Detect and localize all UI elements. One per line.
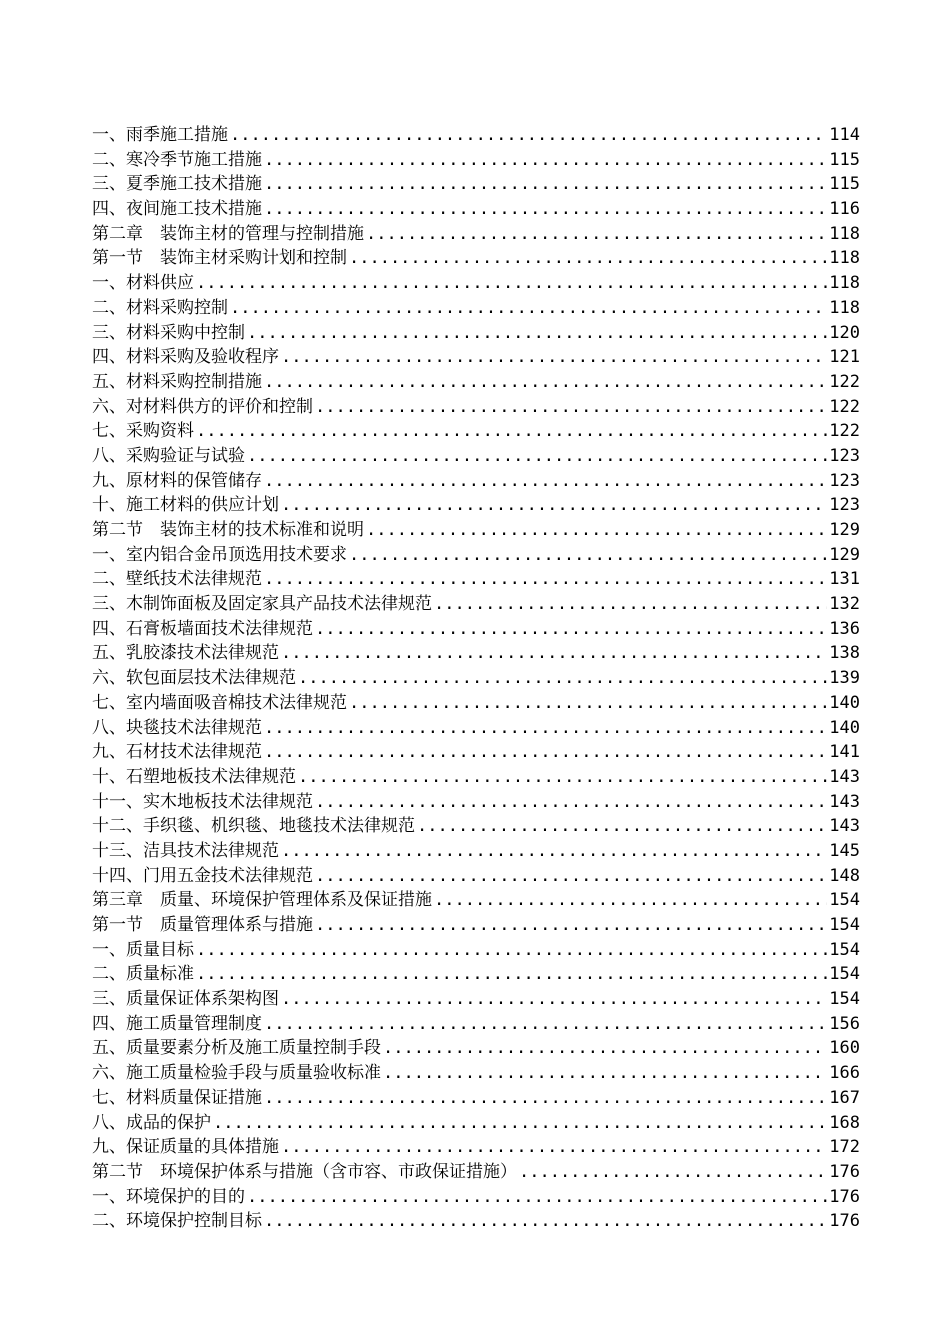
toc-entry-label: 一、环境保护的目的	[92, 1186, 245, 1207]
toc-entry[interactable]	[92, 1012, 860, 1037]
toc-entry[interactable]	[92, 592, 860, 617]
toc-entry[interactable]	[92, 148, 860, 173]
toc-leader-dots	[315, 790, 827, 815]
toc-entry[interactable]	[92, 345, 860, 370]
toc-leader-dots	[264, 567, 827, 592]
toc-leader-dots	[196, 962, 827, 987]
toc-entry-page-number: 143	[829, 766, 860, 787]
toc-entry-label: 九、保证质量的具体措施	[92, 1137, 279, 1158]
toc-leader-dots	[264, 148, 827, 173]
toc-entry-label: 第三章 质量、环境保护管理体系及保证措施	[92, 890, 432, 911]
toc-leader-dots	[434, 592, 827, 617]
toc-entry[interactable]	[92, 419, 860, 444]
toc-entry[interactable]	[92, 518, 860, 543]
toc-leader-dots	[247, 444, 827, 469]
toc-entry[interactable]	[92, 197, 860, 222]
toc-entry-page-number: 118	[829, 297, 860, 318]
toc-entry-label: 十一、实木地板技术法律规范	[92, 791, 313, 812]
toc-leader-dots	[315, 395, 827, 420]
toc-entry-label: 八、成品的保护	[92, 1112, 211, 1133]
toc-leader-dots	[281, 493, 827, 518]
toc-entry-page-number: 172	[829, 1137, 860, 1158]
toc-entry-page-number: 123	[829, 470, 860, 491]
toc-entry[interactable]	[92, 1111, 860, 1136]
toc-leader-dots	[264, 740, 827, 765]
toc-entry[interactable]	[92, 1160, 860, 1185]
toc-entry-label: 六、对材料供方的评价和控制	[92, 396, 313, 417]
toc-entry-page-number: 122	[829, 396, 860, 417]
toc-entry-page-number: 116	[829, 199, 860, 220]
toc-entry-page-number: 154	[829, 939, 860, 960]
toc-entry[interactable]	[92, 567, 860, 592]
toc-entry-page-number: 143	[829, 791, 860, 812]
toc-leader-dots	[417, 814, 827, 839]
toc-leader-dots	[281, 839, 827, 864]
toc-leader-dots	[366, 518, 827, 543]
toc-entry-label: 三、木制饰面板及固定家具产品技术法律规范	[92, 594, 432, 615]
toc-entry-page-number: 120	[829, 322, 860, 343]
toc-leader-dots	[298, 666, 827, 691]
toc-leader-dots	[196, 938, 827, 963]
toc-entry-label: 六、软包面层技术法律规范	[92, 668, 296, 689]
toc-entry-label: 二、材料采购控制	[92, 297, 228, 318]
toc-entry-page-number: 115	[829, 174, 860, 195]
toc-leader-dots	[264, 172, 827, 197]
toc-entry-page-number: 140	[829, 692, 860, 713]
toc-entry[interactable]	[92, 370, 860, 395]
toc-entry-label: 九、石材技术法律规范	[92, 742, 262, 763]
toc-entry-label: 七、室内墙面吸音棉技术法律规范	[92, 692, 347, 713]
toc-leader-dots	[281, 987, 827, 1012]
toc-entry-label: 二、壁纸技术法律规范	[92, 569, 262, 590]
toc-entry-page-number: 168	[829, 1112, 860, 1133]
toc-leader-dots	[264, 716, 827, 741]
toc-entry-label: 十、施工材料的供应计划	[92, 495, 279, 516]
toc-entry[interactable]	[92, 321, 860, 346]
toc-leader-dots	[230, 123, 827, 148]
toc-entry[interactable]	[92, 864, 860, 889]
toc-entry[interactable]	[92, 666, 860, 691]
toc-entry-label: 九、原材料的保管储存	[92, 470, 262, 491]
toc-entry-label: 四、材料采购及验收程序	[92, 347, 279, 368]
toc-entry-label: 三、夏季施工技术措施	[92, 174, 262, 195]
toc-entry-page-number: 140	[829, 717, 860, 738]
toc-entry-page-number: 114	[829, 125, 860, 145]
toc-entry[interactable]	[92, 814, 860, 839]
toc-entry-label: 三、质量保证体系架构图	[92, 989, 279, 1010]
toc-leader-dots	[366, 222, 827, 247]
toc-entry-label: 一、质量目标	[92, 939, 194, 960]
toc-entry-page-number: 139	[829, 668, 860, 689]
toc-entry[interactable]	[92, 1135, 860, 1160]
toc-leader-dots	[383, 1036, 827, 1061]
toc-entry-label: 十、石塑地板技术法律规范	[92, 766, 296, 787]
toc-entry-page-number: 123	[829, 445, 860, 466]
toc-entry-page-number: 148	[829, 865, 860, 886]
toc-entry-page-number: 176	[829, 1161, 860, 1182]
toc-entry-page-number: 122	[829, 371, 860, 392]
toc-entry-label: 七、材料质量保证措施	[92, 1087, 262, 1108]
toc-leader-dots	[349, 246, 827, 271]
toc-entry-page-number: 154	[829, 989, 860, 1010]
toc-entry-page-number: 123	[829, 495, 860, 516]
toc-leader-dots	[264, 1209, 827, 1234]
toc-leader-dots	[264, 1012, 827, 1037]
toc-entry[interactable]	[92, 469, 860, 494]
toc-leader-dots	[230, 296, 827, 321]
toc-entry[interactable]	[92, 839, 860, 864]
toc-entry-page-number: 160	[829, 1038, 860, 1059]
toc-entry[interactable]	[92, 716, 860, 741]
toc-entry-page-number: 118	[829, 223, 860, 244]
toc-leader-dots	[298, 765, 827, 790]
toc-entry-label: 四、夜间施工技术措施	[92, 199, 262, 220]
toc-entry[interactable]	[92, 222, 860, 247]
toc-entry-label: 二、环境保护控制目标	[92, 1211, 262, 1232]
toc-entry-page-number: 122	[829, 421, 860, 442]
toc-entry-label: 第二节 环境保护体系与措施（含市容、市政保证措施）	[92, 1161, 517, 1182]
toc-entry-label: 一、室内铝合金吊顶选用技术要求	[92, 544, 347, 565]
toc-entry-label: 四、石膏板墙面技术法律规范	[92, 618, 313, 639]
toc-entry-label: 第二章 装饰主材的管理与控制措施	[92, 223, 364, 244]
toc-entry-label: 十四、门用五金技术法律规范	[92, 865, 313, 886]
toc-leader-dots	[247, 1185, 827, 1210]
toc-entry[interactable]	[92, 444, 860, 469]
toc-entry-label: 二、寒冷季节施工措施	[92, 149, 262, 170]
toc-entry[interactable]	[92, 765, 860, 790]
toc-leader-dots	[264, 1086, 827, 1111]
toc-entry-label: 五、乳胶漆技术法律规范	[92, 643, 279, 664]
toc-leader-dots	[281, 345, 827, 370]
toc-entry[interactable]	[92, 913, 860, 938]
toc-entry[interactable]	[92, 1036, 860, 1061]
toc-leader-dots	[519, 1160, 827, 1185]
toc-entry[interactable]	[92, 691, 860, 716]
toc-leader-dots	[349, 691, 827, 716]
toc-entry-page-number: 166	[829, 1063, 860, 1084]
toc-entry-page-number: 167	[829, 1087, 860, 1108]
toc-entry[interactable]	[92, 790, 860, 815]
toc-leader-dots	[315, 617, 827, 642]
toc-entry-label: 十二、手织毯、机织毯、地毯技术法律规范	[92, 816, 415, 837]
toc-entry-label: 三、材料采购中控制	[92, 322, 245, 343]
toc-entry[interactable]	[92, 493, 860, 518]
toc-entry-page-number: 141	[829, 742, 860, 763]
table-of-contents	[92, 123, 860, 1234]
toc-entry-page-number: 156	[829, 1013, 860, 1034]
toc-leader-dots	[434, 888, 827, 913]
toc-entry[interactable]	[92, 987, 860, 1012]
toc-entry-page-number: 176	[829, 1211, 860, 1232]
toc-leader-dots	[264, 197, 827, 222]
toc-entry-label: 二、质量标准	[92, 964, 194, 985]
toc-entry[interactable]	[92, 395, 860, 420]
toc-entry-label: 七、采购资料	[92, 421, 194, 442]
toc-leader-dots	[315, 913, 827, 938]
toc-entry[interactable]	[92, 172, 860, 197]
toc-entry-page-number: 129	[829, 544, 860, 565]
toc-entry-page-number: 143	[829, 816, 860, 837]
toc-leader-dots	[349, 543, 827, 568]
toc-entry[interactable]	[92, 740, 860, 765]
toc-entry-page-number: 118	[829, 248, 860, 269]
toc-entry[interactable]	[92, 1209, 860, 1234]
toc-leader-dots	[315, 864, 827, 889]
toc-leader-dots	[196, 271, 827, 296]
toc-entry-page-number: 154	[829, 890, 860, 911]
toc-entry-page-number: 121	[829, 347, 860, 368]
toc-entry-page-number: 132	[829, 594, 860, 615]
toc-entry[interactable]	[92, 962, 860, 987]
toc-entry[interactable]	[92, 617, 860, 642]
toc-entry[interactable]	[92, 938, 860, 963]
toc-entry[interactable]	[92, 543, 860, 568]
toc-leader-dots	[213, 1111, 827, 1136]
toc-entry-page-number: 145	[829, 840, 860, 861]
toc-leader-dots	[264, 370, 827, 395]
toc-entry[interactable]	[92, 888, 860, 913]
toc-entry-page-number: 138	[829, 643, 860, 664]
toc-entry-label: 五、材料采购控制措施	[92, 371, 262, 392]
toc-entry-label: 八、采购验证与试验	[92, 445, 245, 466]
toc-entry-label: 第二节 装饰主材的技术标准和说明	[92, 520, 364, 540]
toc-entry-page-number: 136	[829, 618, 860, 639]
toc-entry[interactable]	[92, 1061, 860, 1086]
toc-leader-dots	[264, 469, 827, 494]
toc-entry-label: 第一节 质量管理体系与措施	[92, 915, 313, 935]
toc-entry-label: 一、材料供应	[92, 273, 194, 294]
toc-entry[interactable]	[92, 1185, 860, 1210]
toc-entry-page-number: 176	[829, 1186, 860, 1207]
toc-entry[interactable]	[92, 641, 860, 666]
toc-leader-dots	[281, 641, 827, 666]
toc-entry-label: 八、块毯技术法律规范	[92, 717, 262, 738]
toc-entry[interactable]	[92, 123, 860, 148]
toc-entry[interactable]	[92, 296, 860, 321]
toc-entry-label: 第一节 装饰主材采购计划和控制	[92, 248, 347, 269]
toc-entry-label: 一、雨季施工措施	[92, 125, 228, 145]
toc-entry-page-number: 115	[829, 149, 860, 170]
toc-entry-page-number: 154	[829, 915, 860, 935]
toc-leader-dots	[281, 1135, 827, 1160]
toc-leader-dots	[247, 321, 827, 346]
toc-leader-dots	[383, 1061, 827, 1086]
toc-leader-dots	[196, 419, 827, 444]
toc-entry[interactable]	[92, 246, 860, 271]
toc-entry-label: 五、质量要素分析及施工质量控制手段	[92, 1038, 381, 1059]
toc-entry-page-number: 131	[829, 569, 860, 590]
toc-entry-label: 十三、洁具技术法律规范	[92, 840, 279, 861]
toc-entry[interactable]	[92, 271, 860, 296]
toc-entry[interactable]	[92, 1086, 860, 1111]
toc-entry-page-number: 129	[829, 520, 860, 540]
toc-entry-label: 四、施工质量管理制度	[92, 1013, 262, 1034]
toc-entry-label: 六、施工质量检验手段与质量验收标准	[92, 1063, 381, 1084]
toc-entry-page-number: 154	[829, 964, 860, 985]
toc-entry-page-number: 118	[829, 273, 860, 294]
